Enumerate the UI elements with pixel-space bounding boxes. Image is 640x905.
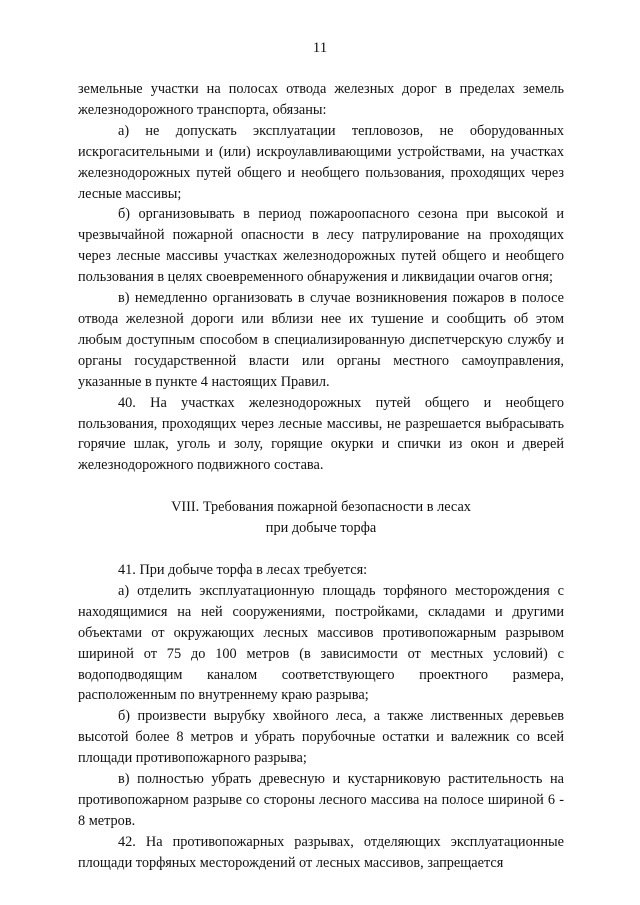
paragraph-41: 41. При добыче торфа в лесах требуется: <box>118 562 368 579</box>
paragraph-41-item-b: б) произвести вырубку хвойного леса, а также лиственных деревьев высотой более 8 метров и убрать порубочные остатки и валежник со всей площади противопожарного разрыва; <box>78 708 564 767</box>
section-heading-line1: VIII. Требования пожарной безопасности в лесах <box>171 499 471 516</box>
document-body <box>78 79 564 874</box>
paragraph-item-a: а) не допускать эксплуатации тепловозов, не оборудованных искрогасительными и (или) искроулавливающими устройствами, на участках железнодорожных путей общего и необщего пользования, проходящих через лесные массивы; <box>78 122 564 202</box>
paragraph-41-item-c: в) полностью убрать древесную и кустарниковую растительность на противопожарном разрыве со стороны лесного массива на полосе шириной 6 - 8 метров. <box>78 771 564 829</box>
paragraph-42: 42. На противопожарных разрывах, отделяющих эксплуатационные площади торфяных месторождений от лесных массивов, запрещается <box>78 833 564 871</box>
paragraph-item-b: б) организовывать в период пожароопасного сезона при высокой и чрезвычайной пожарной опасности в лесу патрулирование на проходящих через лесные массивы участках железнодорожных путей общего и необщего пользования в целях своевременного обнаружения и ликвидации очагов огня; <box>78 206 564 286</box>
page-number: 11 <box>312 40 328 56</box>
spacer <box>78 476 564 497</box>
paragraph-continuation: земельные участки на полосах отвода железных дорог в пределах земель железнодорожного транспорта, обязаны: <box>78 81 564 118</box>
spacer <box>78 539 564 560</box>
section-heading-line2: при добыче торфа <box>265 520 377 537</box>
paragraph-item-c: в) немедленно организовать в случае возникновения пожаров в полосе отвода железной дороги или вблизи нее их тушение и сообщить об этом любым доступным способом в специализированную диспетчерскую службу и органы государственной власти или органы местного самоуправления, указанные в пункте 4 настоящих Правил. <box>78 290 564 390</box>
paragraph-41-item-a: а) отделить эксплуатационную площадь торфяного месторождения с находящимися на ней сооружениями, постройками, складами и другими объектами от окружающих лесных массивов противопожарным разрывом шириной от 75 до 100 метров (в зависимости от местных условий) с водоподводящим каналом соответствующего проектного размера, расположенным по внутреннему краю разрыва; <box>78 582 564 704</box>
paragraph-40: 40. На участках железнодорожных путей общего и необщего пользования, проходящих через лесные массивы, не разрешается выбрасывать горячие шлак, уголь и золу, горящие окурки и спички из окон и дверей железнодорожного подвижного состава. <box>78 394 564 474</box>
